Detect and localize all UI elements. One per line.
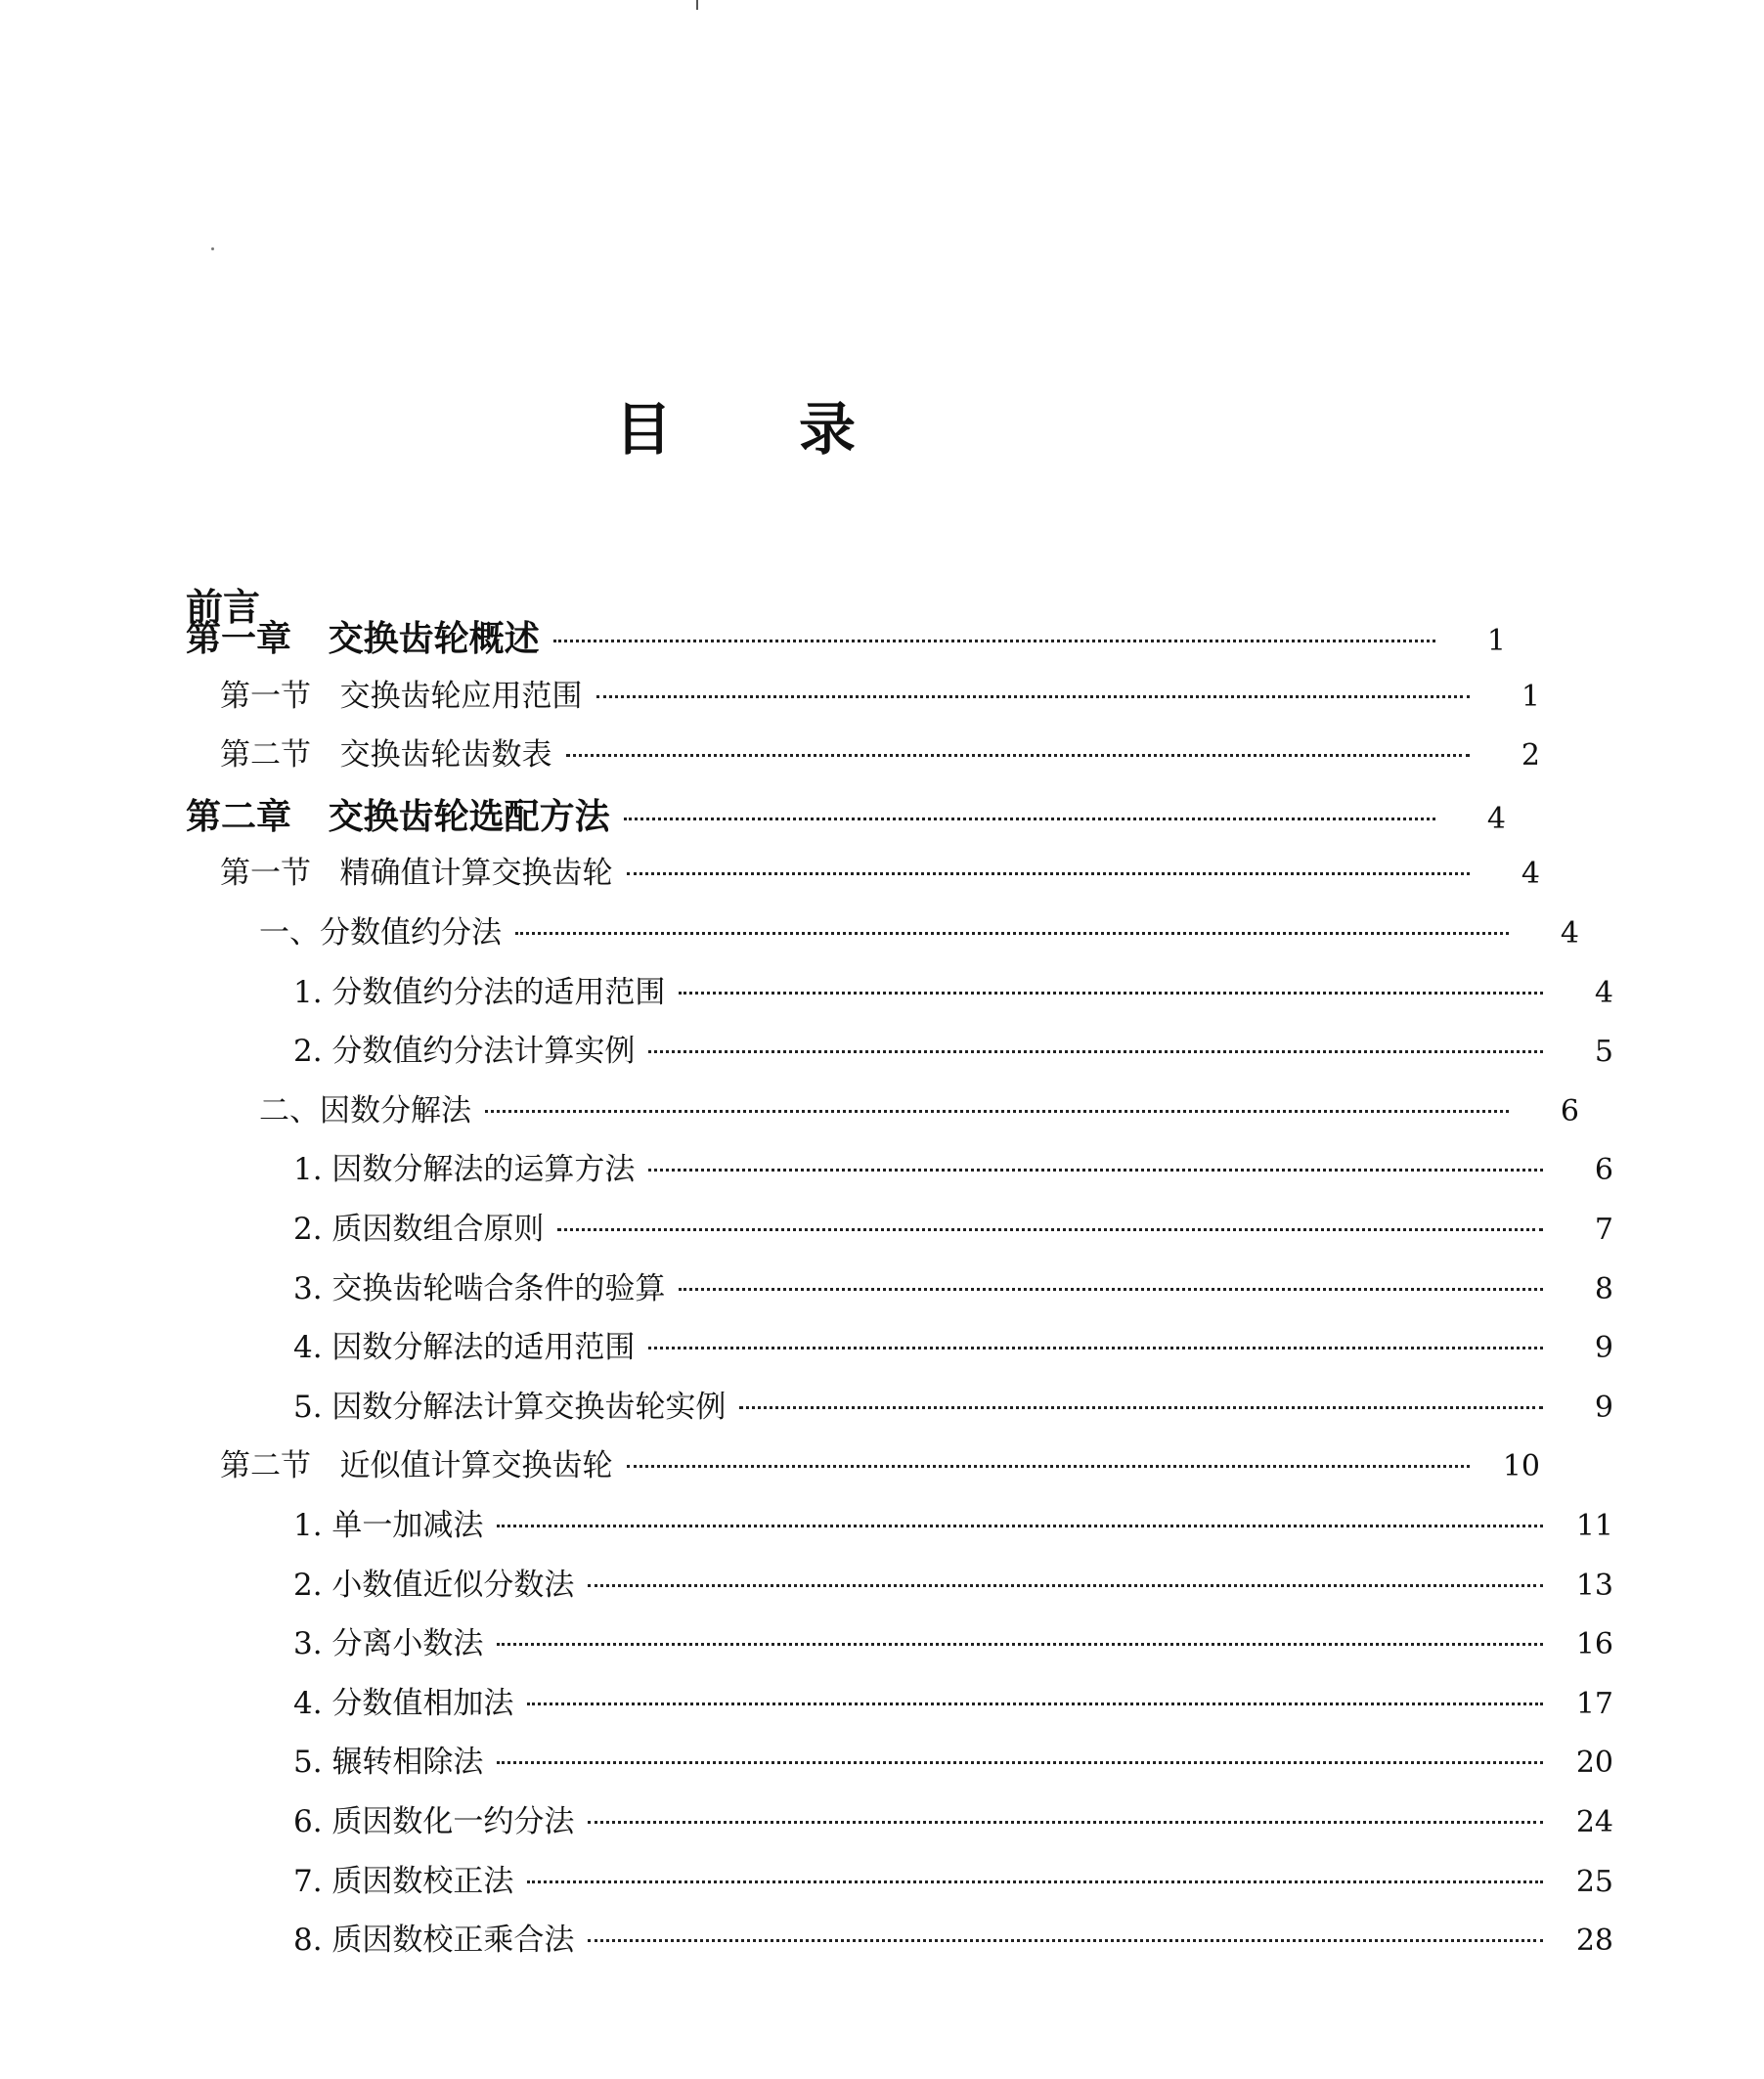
dot-leader	[627, 872, 1470, 875]
dot-leader	[648, 1169, 1543, 1172]
toc-entry-page-number: 10	[1502, 1449, 1540, 1484]
toc-entry-page-number: 9	[1594, 1390, 1613, 1425]
toc-entry-page-number: 4	[1521, 857, 1540, 892]
toc-entry-page-number: 24	[1575, 1805, 1613, 1839]
dot-leader	[588, 1821, 1543, 1824]
toc-entry-page-number: 20	[1575, 1746, 1613, 1781]
toc-entry-page-number: 11	[1575, 1509, 1613, 1543]
toc-entry-label: 8. 质因数校正乘合法	[293, 1923, 575, 1959]
toc-entry-item[interactable]	[0, 1796, 1764, 1845]
toc-entry-sub[interactable]	[0, 907, 1730, 956]
dot-leader	[679, 1288, 1543, 1291]
dot-leader	[497, 1525, 1543, 1527]
toc-entry-label: 第一章 交换齿轮概述	[186, 619, 540, 659]
toc-entry-label: 第一节 精确值计算交换齿轮	[220, 856, 613, 892]
scan-artifact-tick	[696, 0, 698, 10]
dot-leader	[739, 1406, 1543, 1409]
dot-leader	[588, 1939, 1543, 1942]
scan-artifact-dot	[211, 247, 214, 250]
toc-entry-page-number: 4	[1560, 916, 1579, 951]
toc-entry-label: 7. 质因数校正法	[293, 1863, 514, 1899]
toc-entry-label: 6. 质因数化一约分法	[293, 1804, 575, 1839]
toc-entry-label: 二、因数分解法	[259, 1092, 471, 1128]
toc-entry-page-number: 13	[1575, 1568, 1613, 1603]
dot-leader	[515, 932, 1509, 935]
toc-entry-section[interactable]	[0, 848, 1691, 897]
dot-leader	[588, 1584, 1543, 1587]
toc-entry-item[interactable]	[0, 1322, 1764, 1371]
toc-entry-item[interactable]	[0, 1560, 1764, 1609]
toc-preface[interactable]: 前言	[186, 586, 261, 629]
toc-entry-item[interactable]	[0, 1026, 1764, 1075]
toc-entry-item[interactable]	[0, 1144, 1764, 1193]
toc-entry-label: 1. 因数分解法的运算方法	[293, 1152, 636, 1188]
dot-leader	[527, 1880, 1543, 1883]
toc-entry-section[interactable]	[0, 1440, 1691, 1489]
dot-leader	[648, 1347, 1543, 1349]
dot-leader	[527, 1703, 1543, 1705]
dot-leader	[627, 1465, 1470, 1468]
toc-entry-item[interactable]	[0, 1263, 1764, 1312]
toc-entry-page-number: 6	[1560, 1093, 1579, 1128]
toc-entry-page-number: 17	[1575, 1686, 1613, 1721]
toc-entry-label: 第二节 交换齿轮齿数表	[220, 737, 552, 774]
toc-entry-item[interactable]	[0, 1204, 1764, 1253]
toc-entry-item[interactable]	[0, 1737, 1764, 1786]
toc-entry-page-number: 2	[1521, 738, 1540, 774]
dot-leader	[557, 1228, 1543, 1231]
title-char-2: 录	[799, 396, 857, 463]
toc-entry-item[interactable]	[0, 1856, 1764, 1905]
dot-leader	[648, 1050, 1543, 1053]
toc-entry-label: 3. 交换齿轮啮合条件的验算	[293, 1270, 666, 1306]
toc-entry-section[interactable]	[0, 730, 1691, 778]
toc-entry-sub[interactable]	[0, 1085, 1730, 1134]
toc-entry-chapter[interactable]	[0, 611, 1656, 660]
dot-leader	[497, 1761, 1543, 1764]
toc-entry-page-number: 25	[1575, 1864, 1613, 1899]
toc-entry-item[interactable]	[0, 1500, 1764, 1549]
toc-entry-page-number: 28	[1575, 1924, 1613, 1959]
dot-leader	[553, 640, 1435, 642]
toc-entry-label: 一、分数值约分法	[259, 915, 502, 951]
toc-entry-label: 4. 分数值相加法	[293, 1685, 514, 1721]
dot-leader	[566, 754, 1470, 757]
toc-entry-page-number: 16	[1575, 1627, 1613, 1662]
toc-entry-label: 2. 小数值近似分数法	[293, 1567, 575, 1603]
toc-entry-label: 5. 因数分解法计算交换齿轮实例	[293, 1389, 727, 1425]
toc-entry-label: 1. 分数值约分法的适用范围	[293, 974, 666, 1010]
toc-entry-item[interactable]	[0, 1618, 1764, 1667]
dot-leader	[679, 992, 1543, 995]
toc-entry-page-number: 5	[1594, 1035, 1613, 1070]
toc-entry-chapter[interactable]	[0, 789, 1656, 838]
dot-leader	[485, 1110, 1509, 1113]
toc-entry-label: 3. 分离小数法	[293, 1626, 484, 1662]
toc-entry-item[interactable]	[0, 1915, 1764, 1964]
toc-entry-page-number: 4	[1594, 975, 1613, 1010]
toc-entry-label: 1. 单一加减法	[293, 1508, 484, 1543]
toc-entry-page-number: 6	[1594, 1153, 1613, 1188]
toc-entry-page-number: 1	[1521, 679, 1540, 714]
toc-entry-label: 5. 辗转相除法	[293, 1745, 484, 1781]
dot-leader	[497, 1643, 1543, 1646]
toc-entry-section[interactable]	[0, 671, 1691, 720]
toc-entry-page-number: 8	[1594, 1271, 1613, 1306]
toc-entry-label: 第二节 近似值计算交换齿轮	[220, 1448, 613, 1484]
page-title	[0, 383, 1471, 465]
toc-entry-item[interactable]	[0, 1678, 1764, 1727]
toc-entry-label: 2. 分数值约分法计算实例	[293, 1034, 636, 1070]
dot-leader	[596, 695, 1470, 698]
toc-entry-label: 第二章 交换齿轮选配方法	[186, 796, 610, 837]
toc-entry-label: 第一节 交换齿轮应用范围	[220, 678, 583, 714]
toc-entry-label: 4. 因数分解法的适用范围	[293, 1330, 636, 1366]
toc-entry-page-number: 7	[1594, 1213, 1613, 1247]
title-char-1: 目	[614, 396, 672, 463]
dot-leader	[624, 818, 1435, 820]
toc-entry-item[interactable]	[0, 967, 1764, 1016]
toc-entry-page-number: 4	[1486, 801, 1506, 836]
toc-entry-page-number: 1	[1486, 624, 1506, 658]
toc-entry-page-number: 9	[1594, 1331, 1613, 1366]
toc-entry-label: 2. 质因数组合原则	[293, 1212, 545, 1247]
toc-entry-item[interactable]	[0, 1382, 1764, 1431]
